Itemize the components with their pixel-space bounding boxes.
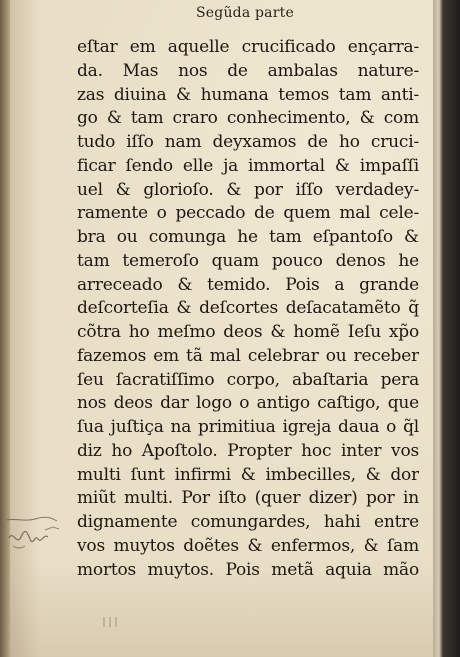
text-line: ficar ſendo elle ja immortal & impaſſi	[77, 155, 419, 176]
text-line: dignamente comungardes, hahi entre	[77, 512, 419, 532]
text-line: ſua juſtiça na primitiua igreja daua o q̃l	[77, 417, 419, 437]
text-line: ſeu ſacratiſſimo corpo, abaſtaria pera	[77, 369, 419, 390]
text-line: zas diuina & humana temos tam anti-	[77, 84, 419, 105]
page-gutter	[0, 0, 10, 657]
text-line: miũt multi. Por iſto (quer dizer) por in	[77, 488, 419, 509]
text-line: eſtar em aquelle crucificado ençarra-	[77, 37, 419, 57]
text-line: go & tam craro conhecimento, & com	[77, 108, 419, 129]
text-line: multi ſunt infirmi & imbecilles, & dor	[77, 464, 419, 485]
running-head: Segũda parte	[196, 5, 294, 21]
handwritten-margin-note	[5, 516, 75, 556]
show-through-mark	[100, 615, 140, 629]
text-line: mortos muytos. Pois metã aquia mão	[77, 559, 419, 580]
page-edge	[433, 0, 460, 657]
text-line: bra ou comunga he tam eſpantoſo &	[77, 227, 419, 247]
text-line: fazemos em tã mal celebrar ou receber	[77, 345, 419, 366]
text-line: tam temeroſo quam pouco denos he	[77, 250, 419, 271]
text-line: deſcorteſia & deſcortes deſacatamẽto q̃	[77, 298, 419, 319]
text-line: arreceado & temido. Pois a grande	[77, 274, 419, 295]
text-line: cõtra ho meſmo deos & homẽ Ieſu xp̃o	[77, 322, 419, 342]
text-line: diz ho Apoſtolo. Propter hoc inter vos	[77, 440, 419, 461]
text-block	[77, 36, 419, 582]
text-line: uel & glorioſo. & por iſſo verdadey-	[77, 179, 419, 200]
text-line: tudo iſſo nam deyxamos de ho cruci-	[77, 132, 419, 152]
text-line: vos muytos doẽtes & enfermos, & ſam	[77, 535, 419, 556]
text-line: da. Mas nos de ambalas nature-	[77, 60, 419, 81]
text-line: nos deos dar logo o antigo caſtigo, que	[77, 393, 419, 414]
text-line: ramente o peccado de quem mal cele-	[77, 203, 419, 224]
